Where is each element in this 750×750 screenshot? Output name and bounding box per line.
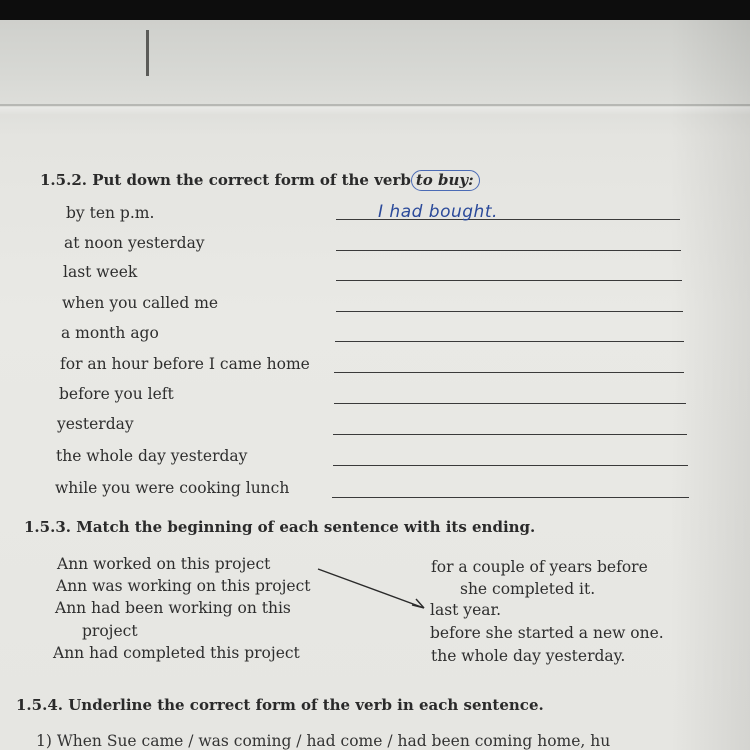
match-beginning: Ann had completed this project (53, 644, 300, 662)
exercise-152-number: 1.5.2. (40, 171, 87, 189)
exercise-154-number: 1.5.4. (16, 696, 63, 714)
match-ending: the whole day yesterday. (431, 647, 626, 665)
match-ending: for a couple of years before (431, 558, 648, 576)
row-label: by ten p.m. (66, 204, 155, 222)
matching-arrow (0, 20, 750, 750)
row-label: at noon yesterday (64, 234, 205, 252)
exercise-154-instruction: Underline the correct form of the verb in each sentence. (68, 696, 544, 714)
page-shadow (670, 20, 750, 750)
row-label: when you called me (62, 294, 219, 312)
match-beginning: project (82, 622, 138, 640)
exercise-154-heading (16, 696, 544, 714)
row-label: last week (63, 263, 138, 281)
match-beginning: Ann worked on this project (57, 555, 271, 573)
row-label: a month ago (61, 324, 159, 342)
exercise-153-number: 1.5.3. (24, 518, 71, 536)
row-label: the whole day yesterday (56, 447, 248, 465)
match-beginning: Ann was working on this project (56, 577, 311, 595)
match-ending: last year. (430, 601, 502, 619)
worksheet-page (0, 20, 750, 750)
exercise-154-item-1: 1) When Sue came / was coming / had come / had been coming home, hu (36, 732, 611, 750)
row-label: for an hour before I came home (60, 355, 310, 373)
match-ending: she completed it. (460, 580, 596, 598)
exercise-152-verb: to buy: (411, 170, 480, 191)
row-label: while you were cooking lunch (55, 479, 290, 497)
match-beginning: Ann had been working on this (55, 599, 291, 617)
exercise-152-instruction: Put down the correct form of the verb (92, 171, 411, 189)
exercise-153-instruction: Match the beginning of each sentence with its ending. (76, 518, 536, 536)
handwritten-answer: I had bought. (378, 202, 498, 222)
match-ending: before she started a new one. (430, 624, 664, 642)
row-label: before you left (59, 385, 174, 403)
row-label: yesterday (57, 415, 134, 433)
